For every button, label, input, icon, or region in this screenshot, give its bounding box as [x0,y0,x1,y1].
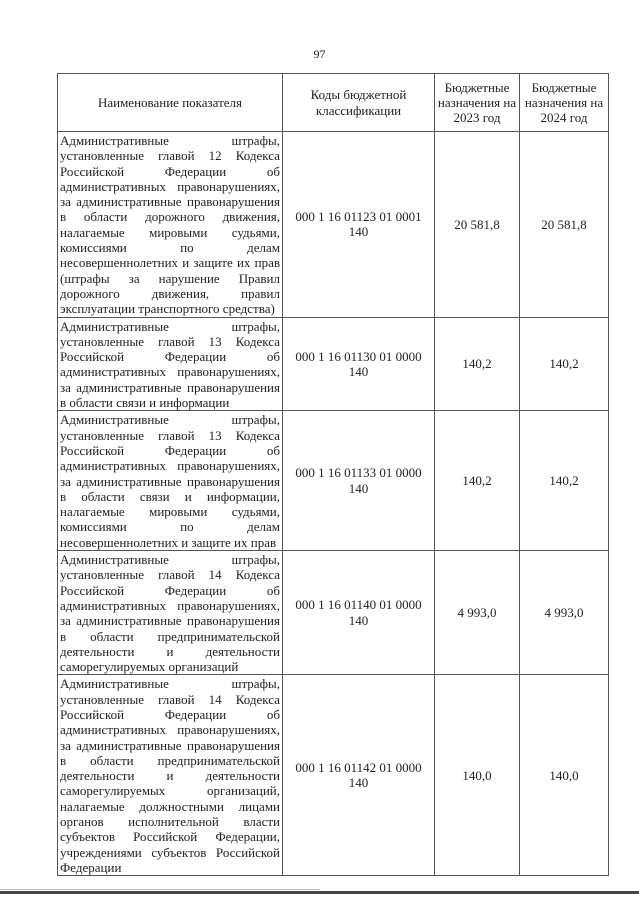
name-line: налагаемые мировыми судьями, [60,504,280,520]
name-line: административных правонарушениях, [60,722,280,738]
table-row [58,675,609,876]
value-2023: 140,0 [435,675,520,876]
value-2023: 140,2 [435,411,520,551]
name-line: Административные штрафы, [60,552,280,568]
indicator-name [58,317,283,411]
name-line: налагаемые мировыми судьями, [60,224,280,240]
name-line: саморегулируемых организаций, [60,783,280,799]
name-line: административных правонарушениях, [60,458,280,474]
value-2023: 4 993,0 [435,551,520,675]
indicator-name [58,411,283,551]
name-line: субъектов Российской Федерации, [60,829,280,845]
name-line: Административные штрафы, [60,133,280,148]
name-line: за административные правонарушения [60,737,280,753]
name-line: установленные главой 13 Кодекса [60,333,280,349]
header-name: Наименование показателя [58,74,283,132]
scan-edge-dark [0,891,639,894]
name-line: комиссиями по делам [60,240,280,256]
name-line: деятельности и деятельности [60,768,280,784]
name-line: комиссиями по делам [60,519,280,535]
table-row [58,551,609,675]
name-line: за административные правонарушения [60,473,280,489]
table-row [58,411,609,551]
page-number: 97 [313,47,326,61]
budget-table [57,73,609,876]
budget-code: 000 1 16 01133 01 0000 140 [283,411,435,551]
name-line: (штрафы за нарушение Правил [60,270,280,286]
name-line: деятельности и деятельности [60,643,280,659]
budget-code: 000 1 16 01130 01 0000 140 [283,317,435,411]
value-2024: 20 581,8 [520,132,609,318]
name-line: установленные главой 14 Кодекса [60,691,280,707]
name-line: за административные правонарушения [60,379,280,395]
name-line: Российской Федерации об [60,582,280,598]
name-line: дорожного движения, правил [60,285,280,301]
name-line: установленные главой 14 Кодекса [60,567,280,583]
name-line: установленные главой 13 Кодекса [60,427,280,443]
value-2024: 4 993,0 [520,551,609,675]
header-code: Коды бюджетной классификации [283,74,435,132]
name-line: в области предпринимательской [60,752,280,768]
indicator-name [58,132,283,318]
name-line: административных правонарушениях, [60,597,280,613]
name-line: саморегулируемых организаций [60,659,239,675]
name-line: за административные правонарушения [60,194,280,210]
scan-edge [0,889,320,890]
name-line: органов исполнительной власти [60,814,280,830]
value-2024: 140,0 [520,675,609,876]
value-2023: 20 581,8 [435,132,520,318]
name-line: в области связи и информации [60,395,230,411]
name-line: учреждениями субъектов Российской [60,844,280,860]
budget-code: 000 1 16 01123 01 0001 140 [283,132,435,318]
header-2024: Бюджетные назначения на 2024 год [520,74,609,132]
header-2023: Бюджетные назначения на 2023 год [435,74,520,132]
name-line: эксплуатации транспортного средства) [60,301,275,317]
name-line: несовершеннолетних и защите их прав [60,534,277,550]
name-line: в области дорожного движения, [60,209,280,225]
name-line: Российской Федерации об [60,163,280,179]
name-line: за административные правонарушения [60,613,280,629]
indicator-name [58,551,283,675]
name-line: в области связи и информации, [60,488,280,504]
indicator-name [58,675,283,876]
budget-code: 000 1 16 01140 01 0000 140 [283,551,435,675]
name-line: административных правонарушениях, [60,178,280,194]
name-line: Административные штрафы, [60,412,280,428]
table-header-row [58,74,609,132]
name-line: Административные штрафы, [60,318,280,334]
name-line: Российской Федерации об [60,706,280,722]
name-line: несовершеннолетних и защите их прав [60,255,280,271]
name-line: Российской Федерации об [60,442,280,458]
name-line: Федерации [60,859,122,875]
name-line: установленные главой 12 Кодекса [60,148,280,164]
table-row [58,317,609,411]
value-2024: 140,2 [520,317,609,411]
value-2023: 140,2 [435,317,520,411]
name-line: в области предпринимательской [60,628,280,644]
value-2024: 140,2 [520,411,609,551]
name-line: налагаемые должностными лицами [60,798,280,814]
table-row [58,132,609,318]
budget-code: 000 1 16 01142 01 0000 140 [283,675,435,876]
name-line: Административные штрафы, [60,676,280,692]
name-line: Российской Федерации об [60,349,280,365]
name-line: административных правонарушениях, [60,364,280,380]
